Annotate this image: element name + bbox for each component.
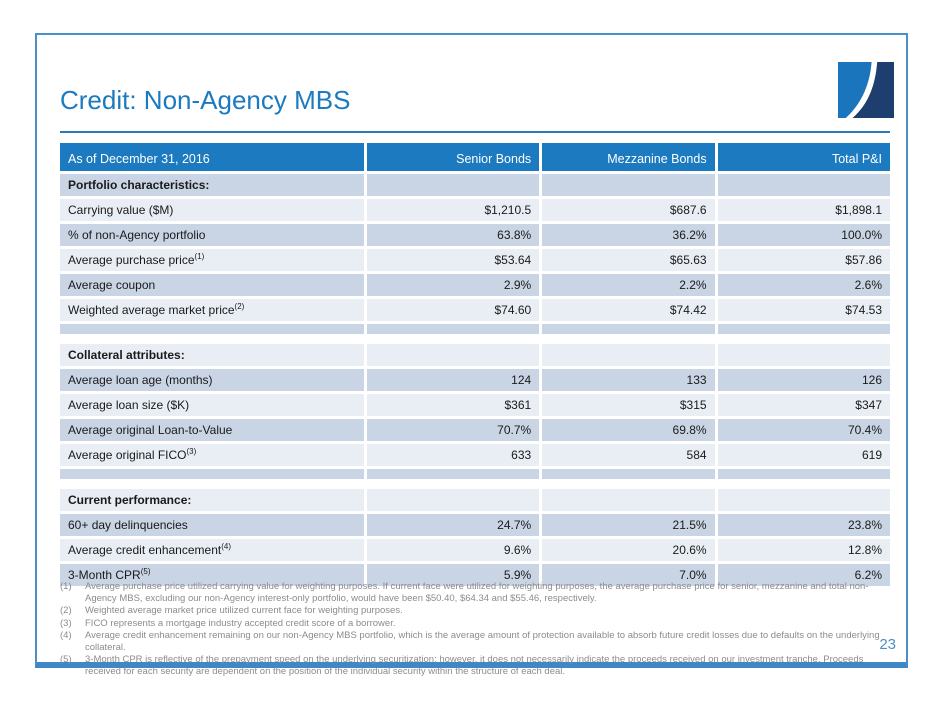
row-value: 2.2% [542,274,714,296]
footnote-item [60,605,882,617]
row-label: Carrying value ($M) [60,199,364,221]
row-label: Average original Loan-to-Value [60,419,364,441]
row-label: Average loan size ($K) [60,394,364,416]
table-header-row [60,143,890,171]
row-value: $1,898.1 [718,199,890,221]
row-value: 7.0% [542,564,714,586]
slide-frame [35,33,908,677]
row-value: 70.4% [718,419,890,441]
row-label: Collateral attributes: [60,344,364,366]
row-value: $1,210.5 [367,199,539,221]
table-row [60,274,890,296]
row-label: Average original FICO$^{(3)}$ [60,444,364,466]
table-row [60,199,890,221]
table-row [60,299,890,321]
logo-swoosh-icon [838,62,894,118]
row-label: Average coupon [60,274,364,296]
row-value: 36.2% [542,224,714,246]
row-value: 126 [718,369,890,391]
row-value: 5.9% [367,564,539,586]
row-value: 21.5% [542,514,714,536]
row-value: $74.42 [542,299,714,321]
row-label: Average credit enhancement$^{(4)}$ [60,539,364,561]
table-spacer-row [60,482,890,486]
table-section-row [60,174,890,196]
row-value: 584 [542,444,714,466]
footnote-number: (4) [60,630,72,641]
table-spacer-row [60,324,890,334]
table-row [60,249,890,271]
row-value: 6.2% [718,564,890,586]
row-label: 3-Month CPR$^{(5)}$ [60,564,364,586]
row-label: 60+ day delinquencies [60,514,364,536]
table-spacer-row [60,337,890,341]
row-value: $347 [718,394,890,416]
row-label: Average loan age (months) [60,369,364,391]
table-spacer-row [60,469,890,479]
row-value: 63.8% [367,224,539,246]
table-row [60,224,890,246]
footnotes-list [60,581,882,678]
row-value: 2.6% [718,274,890,296]
row-value: 100.0% [718,224,890,246]
table-section-row [60,489,890,511]
table-row [60,394,890,416]
title-divider-rule [60,131,890,133]
row-value: $74.53 [718,299,890,321]
row-value: 20.6% [542,539,714,561]
row-value: $315 [542,394,714,416]
table-body [60,174,890,586]
table-row [60,444,890,466]
row-value: $687.6 [542,199,714,221]
footnote-number: (2) [60,605,72,616]
table-row [60,514,890,536]
footnote-item [60,630,882,653]
table-header-total-pi: Total P&I [718,143,890,171]
row-value: 23.8% [718,514,890,536]
portfolio-table [57,140,893,589]
row-value: 633 [367,444,539,466]
row-value: 12.8% [718,539,890,561]
row-value: 24.7% [367,514,539,536]
row-value: $65.63 [542,249,714,271]
row-value: $74.60 [367,299,539,321]
row-value [367,344,539,366]
footnote-item [60,581,882,604]
row-value [542,344,714,366]
page-title: Credit: Non-Agency MBS [60,85,351,115]
row-value: $53.64 [367,249,539,271]
footnote-number: (5) [60,654,72,665]
row-value [367,489,539,511]
row-value: 124 [367,369,539,391]
row-value: $361 [367,394,539,416]
row-value: 69.8% [542,419,714,441]
row-value: 2.9% [367,274,539,296]
table-row [60,539,890,561]
row-label: % of non-Agency portfolio [60,224,364,246]
row-label: Current performance: [60,489,364,511]
table-header-senior-bonds: Senior Bonds [367,143,539,171]
row-value [718,489,890,511]
row-value: $57.86 [718,249,890,271]
footnote-text: FICO represents a mortgage industry accepted credit score of a borrower. [85,617,396,629]
table-header-mezzanine-bonds: Mezzanine Bonds [542,143,714,171]
footnote-number: (3) [60,617,72,629]
footnote-item [60,654,882,677]
footnote-text: 3-Month CPR is reflective of the prepayment speed on the underlying securitization; however, it does not necessarily indicate the proceeds received on our investment tranche. Proceeds received for each security are dependent on the position of the individual security within the structure of each deal. [85,654,864,677]
row-label: Average purchase price$^{(1)}$ [60,249,364,271]
row-value: 70.7% [367,419,539,441]
row-value: 9.6% [367,539,539,561]
row-value: 133 [542,369,714,391]
row-label: Portfolio characteristics: [60,174,364,196]
table-row [60,419,890,441]
footnote-text: Average purchase price utilized carrying value for weighting purposes. If current face were utilized for weighting purposes, the average purchase price for senior, mezzanine and total non-Agency MBS, excluding our non-Agency interest-only portfolio, would have been $50.40, $64.34 and $55.46, respectively. [85,581,869,604]
table-row [60,369,890,391]
row-value [718,344,890,366]
row-value [542,489,714,511]
row-value [718,174,890,196]
footnote-text: Average credit enhancement remaining on our non-Agency MBS portfolio, which is the average amount of protection available to absorb future credit losses due to defaults on the underlying collateral. [85,630,880,653]
page-number: 23 [879,636,896,653]
row-value [542,174,714,196]
footnote-item [60,618,882,630]
table-section-row [60,344,890,366]
row-value: 619 [718,444,890,466]
footnote-text: Weighted average market price utilized current face for weighting purposes. [85,605,403,616]
footnote-number: (1) [60,581,72,592]
table-header-date: As of December 31, 2016 [60,143,364,171]
company-logo [838,62,894,118]
row-value [367,174,539,196]
row-label: Weighted average market price$^{(2)}$ [60,299,364,321]
